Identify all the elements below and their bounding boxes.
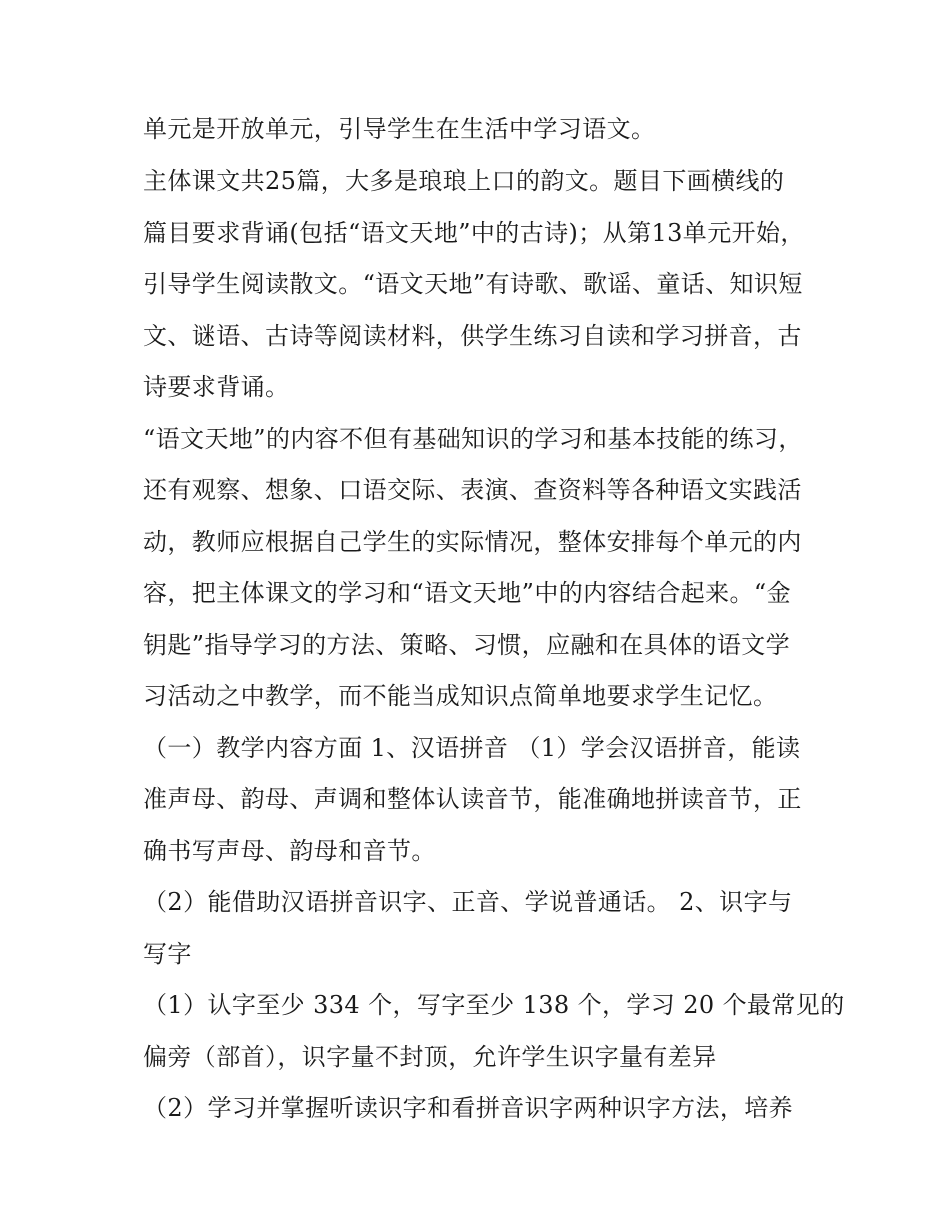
text-line: 容，把主体课文的学习和“语文天地”中的内容结合起来。“金: [143, 579, 792, 607]
text-line: 准声母、韵母、声调和整体认读音节，能准确地拼读音节，正: [143, 785, 802, 813]
text-line: 引导学生阅读散文。“语文天地”有诗歌、歌谣、童话、知识短: [143, 270, 803, 298]
text-line: “语文天地”的内容不但有基础知识的学习和基本技能的练习，: [143, 425, 803, 453]
text-line: 篇目要求背诵(包括“语文天地”中的古诗)；从第13单元开始，: [143, 219, 805, 247]
text-line: 偏旁（部首），识字量不封顶，允许学生识字量有差异: [143, 1043, 717, 1071]
text-line: 动，教师应根据自己学生的实际情况，整体安排每个单元的内: [143, 528, 802, 556]
text-line: 习活动之中教学，而不能当成知识点简单地要求学生记忆。: [143, 682, 778, 710]
text-line: 诗要求背诵。: [143, 373, 290, 401]
text-line: （2）能借助汉语拼音识字、正音、学说普通话。 2、识字与: [143, 888, 793, 916]
text-line: 还有观察、想象、口语交际、表演、查资料等各种语文实践活: [143, 476, 802, 504]
text-line: 主体课文共25篇，大多是琅琅上口的韵文。题目下画横线的: [143, 167, 785, 195]
text-line: 写字: [143, 940, 192, 968]
text-line: （1）认字至少 334 个，写字至少 138 个，学习 20 个最常见的: [143, 991, 845, 1019]
text-line: （一）教学内容方面 1、汉语拼音 （1）学会汉语拼音，能读: [143, 734, 801, 762]
text-line: 钥匙”指导学习的方法、策略、习惯，应融和在具体的语文学: [143, 631, 791, 659]
text-line: 文、谜语、古诗等阅读材料，供学生练习自读和学习拼音，古: [143, 322, 802, 350]
text-line: 单元是开放单元，引导学生在生活中学习语文。: [143, 115, 656, 143]
text-line: 确书写声母、韵母和音节。: [143, 837, 436, 865]
text-line: （2）学习并掌握听读识字和看拼音识字两种识字方法，培养: [143, 1094, 794, 1122]
